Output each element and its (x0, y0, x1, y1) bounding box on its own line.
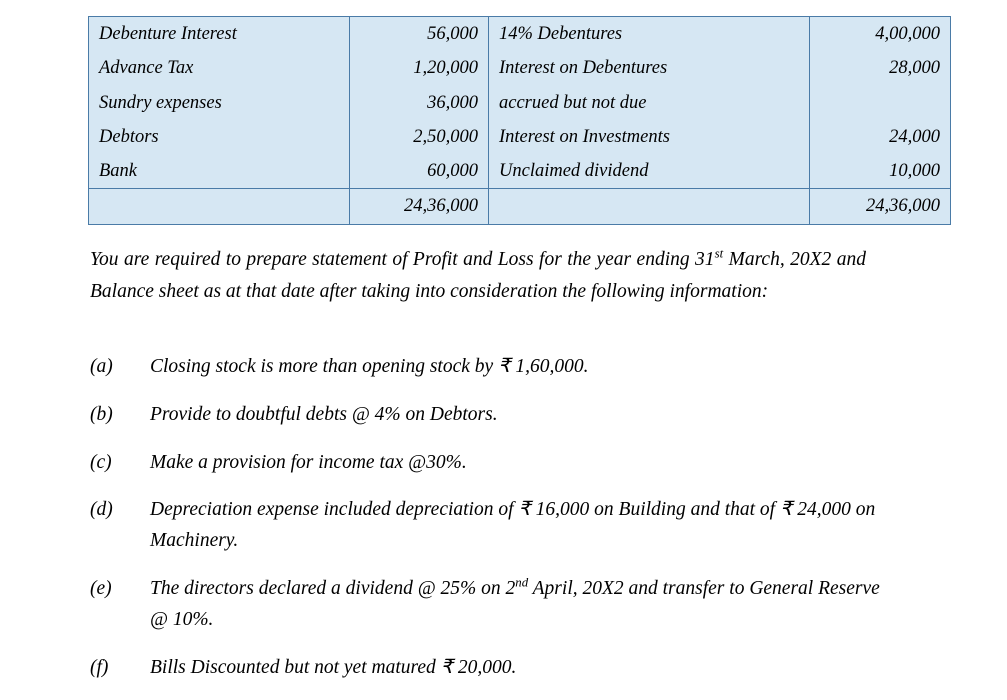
table-row (89, 86, 951, 120)
list-item-text: Closing stock is more than opening stock by ₹ 1,60,000. (150, 356, 589, 377)
table-row (89, 17, 951, 52)
cell-amount-debit: 2,50,000 (350, 120, 489, 154)
cell-particulars-debit: Debenture Interest (89, 17, 350, 52)
cell-particulars-credit: Interest on Debentures (489, 51, 810, 85)
cell-particulars-debit: Debtors (89, 120, 350, 154)
list-item (90, 495, 880, 557)
list-item-label: (e) (90, 577, 112, 599)
list-item (90, 400, 880, 431)
ordinal-suffix-st: st (714, 246, 724, 261)
trial-balance-table-fragment (88, 16, 940, 225)
list-item-label: (d) (90, 499, 113, 521)
list-item-text: Bills Discounted but not yet matured ₹ 20,000. (150, 656, 517, 678)
cell-amount-debit: 1,20,000 (350, 51, 489, 85)
cell-amount-debit: 60,000 (350, 154, 489, 189)
list-item-text (150, 574, 880, 636)
cell-amount-credit: 10,000 (810, 154, 951, 189)
cell-amount-credit (810, 86, 951, 120)
cell-amount-debit: 56,000 (350, 17, 489, 52)
cell-total-label-credit (489, 189, 810, 224)
cell-amount-credit: 28,000 (810, 51, 951, 85)
list-item-label: (b) (90, 403, 113, 425)
ordinal-suffix-nd: nd (515, 575, 529, 590)
table-row (89, 154, 951, 189)
list-item (90, 352, 880, 383)
cell-particulars-debit: Bank (89, 154, 350, 189)
list-item-text-part1: The directors declared a dividend @ 25% on 2 (150, 577, 516, 599)
list-item-label: (c) (90, 451, 112, 473)
cell-amount-credit: 24,000 (810, 120, 951, 154)
table-row (89, 120, 951, 154)
cell-particulars-credit: Interest on Investments (489, 120, 810, 154)
trial-balance-table (88, 16, 951, 225)
instruction-text-part1: You are required to prepare statement of Profit and Loss for the year ending 31 (90, 249, 715, 270)
list-item-label: (f) (90, 656, 109, 678)
list-item-text: Provide to doubtful debts @ 4% on Debtors. (150, 403, 498, 425)
cell-particulars-debit: Sundry expenses (89, 86, 350, 120)
instruction-paragraph (90, 244, 866, 307)
cell-particulars-credit: Unclaimed dividend (489, 154, 810, 189)
list-item-text-part2: April, 20X2 and transfer to General Reserve @ 10%. (150, 577, 880, 630)
cell-amount-debit: 36,000 (350, 86, 489, 120)
cell-amount-credit: 4,00,000 (810, 17, 951, 52)
list-item (90, 448, 880, 479)
list-item (90, 574, 880, 636)
instruction-text-part2: March, 20X2 and Balance sheet as at that date after taking into consideration the following information: (90, 249, 866, 302)
cell-particulars-credit: 14% Debentures (489, 17, 810, 52)
list-item-label: (a) (90, 356, 113, 377)
table-totals-row (89, 189, 951, 224)
cell-particulars-debit: Advance Tax (89, 51, 350, 85)
cell-total-credit: 24,36,000 (810, 189, 951, 224)
cell-total-debit: 24,36,000 (350, 189, 489, 224)
list-item-text: Make a provision for income tax @30%. (150, 451, 467, 473)
cell-total-label-debit (89, 189, 350, 224)
list-item-text: Depreciation expense included depreciation of ₹ 16,000 on Building and that of ₹ 24,000 on Machinery. (150, 499, 876, 552)
cell-particulars-credit: accrued but not due (489, 86, 810, 120)
information-list (90, 352, 880, 700)
table-row (89, 51, 951, 85)
list-item (90, 653, 880, 684)
